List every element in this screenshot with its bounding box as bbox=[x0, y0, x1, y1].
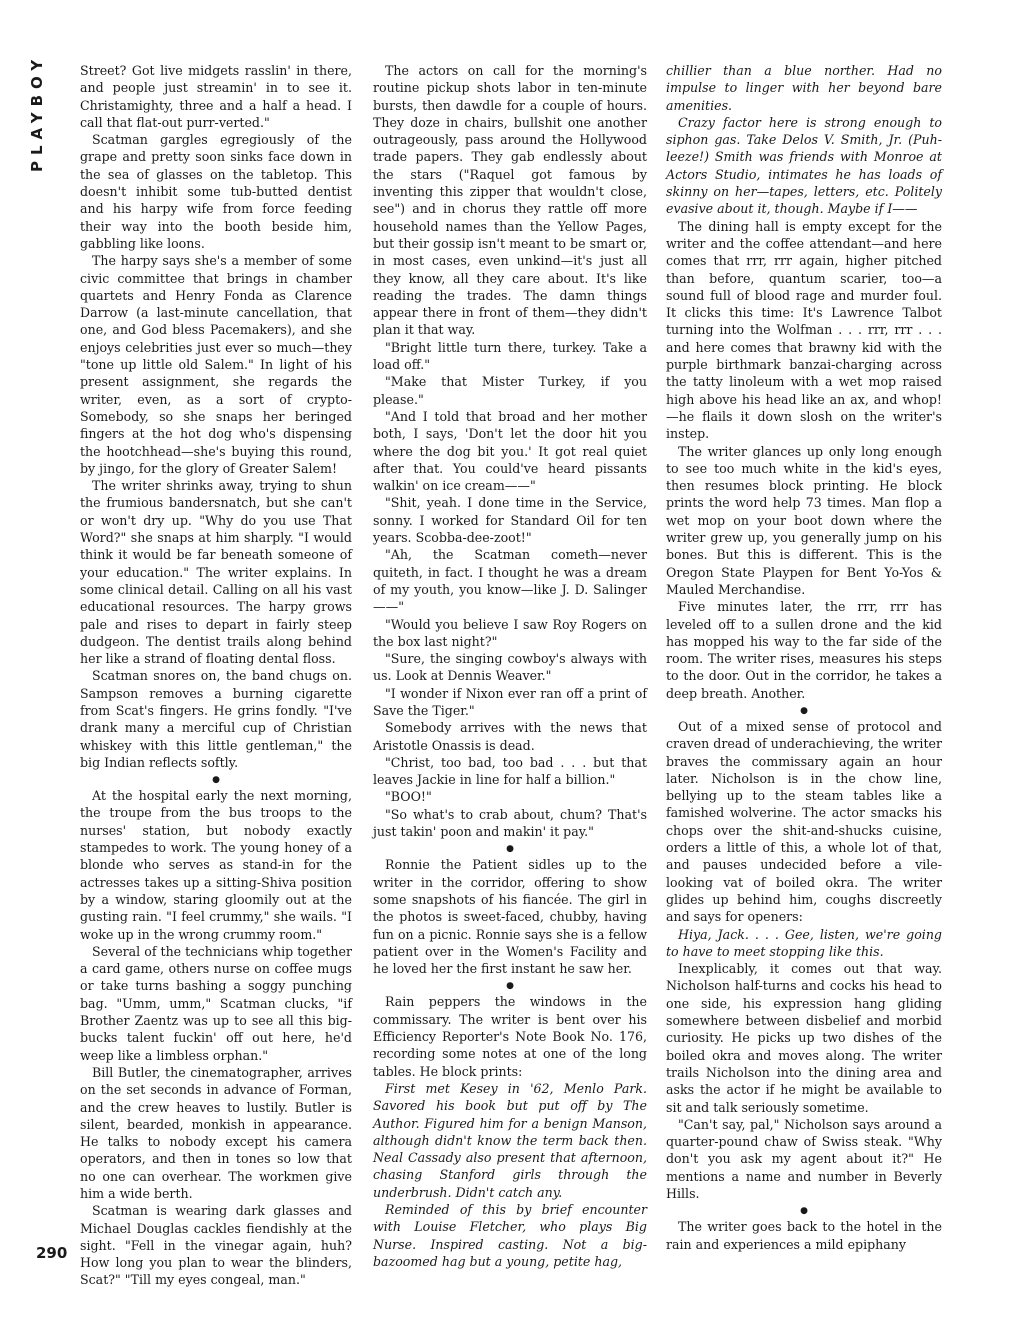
paragraph: The writer glances up only long enough to see too much white in the kid's eyes, then resumes block printing. He block prints the word help 73 times. Man flop a wet mop on your boot down where the writer grew up, you generally jump on his bones. But this is different. This is the Oregon State Playpen for Bent Yo-Yos & Mauled Merchandise. bbox=[666, 443, 942, 597]
italic-notebook-entry: Reminded of this by brief encounter with Louise Fletcher, who plays Big Nurse. Inspired casting. Not a big-bazoomed hag but a young, petite hag, bbox=[373, 1202, 647, 1269]
dialogue-line: "Shit, yeah. I done time in the Service, sonny. I worked for Standard Oil for ten years. Scobba-dee-zoot!" bbox=[373, 495, 647, 546]
text-column-1 bbox=[80, 62, 352, 1289]
dialogue-line: "Make that Mister Turkey, if you please." bbox=[373, 374, 647, 407]
paragraph: Five minutes later, the rrr, rrr has leveled off to a sullen drone and the kid has mopped his way to the far side of the room. The writer rises, measures his steps to the door. Out in the corridor, he takes a deep breath. Another. bbox=[666, 599, 942, 701]
text-column-2 bbox=[373, 62, 647, 1270]
magazine-running-head: PLAYBOY bbox=[28, 53, 46, 172]
italic-notebook-entry: First met Kesey in '62, Menlo Park. Savored his book but put off by The Author. Figured him for a benign Manson, although didn't know the term back then. Neal Cassady also present that afternoon, chasing Stanford girls through the underbrush. Didn't catch any. bbox=[373, 1080, 647, 1200]
paragraph: "Can't say, pal," Nicholson says around a quarter-pound chaw of Swiss steak. "Why don't you ask my agent about it?" He mentions a name and number in Beverly Hills. bbox=[666, 1116, 942, 1201]
paragraph: The dining hall is empty except for the writer and the coffee attendant—and here comes that rrr, rrr again, higher pitched than before, quantum scarier, too—a sound full of blood rage and murder foul. It clicks this time: It's Lawrence Talbot turning into the Wolfman . . . rrr, rrr . . . and here comes that brawny kid with the purple birthmark banzai-charging across the tatty linoleum with a wet mop raised high above his head like an ax, and whop!—he flails it down slosh on the writer's instep. bbox=[666, 218, 942, 442]
italic-notebook-entry: chillier than a blue norther. Had no impulse to linger with her beyond bare amenities. bbox=[666, 63, 942, 113]
paragraph: Scatman gargles egregiously of the grape and pretty soon sinks face down in the sea of glasses on the tabletop. This doesn't inhibit some tub-butted dentist and his harpy wife from force feeding their way into the booth beside him, gabbling like loons. bbox=[80, 132, 352, 251]
section-break-bullet bbox=[373, 979, 647, 993]
dialogue-line: "Bright little turn there, turkey. Take a load off." bbox=[373, 339, 647, 373]
paragraph: The writer goes back to the hotel in the rain and experiences a mild epiphany bbox=[666, 1219, 942, 1252]
dialogue-line: "Would you believe I saw Roy Rogers on the box last night?" bbox=[373, 616, 647, 649]
dialogue-line: "So what's to crab about, chum? That's just takin' poon and makin' it pay." bbox=[373, 806, 647, 840]
section-break-bullet bbox=[80, 773, 352, 787]
paragraph: Inexplicably, it comes out that way. Nicholson half-turns and cocks his head to one side, his expression hang gliding somewhere between disbelief and morbid curiosity. He picks up two dishes of the boiled okra and moves along. The writer trails Nicholson into the dining area and asks the actor if he might be available to sit and talk seriously sometime. bbox=[666, 961, 942, 1115]
dialogue-line: "I wonder if Nixon ever ran off a print of Save the Tiger." bbox=[373, 685, 647, 718]
italic-spoken-line: Hiya, Jack. . . . Gee, listen, we're going to have to meet stopping like this. bbox=[666, 926, 942, 959]
paragraph: Several of the technicians whip together a card game, others nurse on coffee mugs or take turns bashing a soggy punching bag. "Umm, umm," Scatman clucks, "if Brother Zaentz was up to see all this big-bucks talent fuckin' off out here, he'd weep like a limbless orphan." bbox=[80, 943, 352, 1063]
dialogue-line: "And I told that broad and her mother both, I says, 'Don't let the door hit you where the dog bit you.' It got real quiet after that. You could've heard pissants walkin' on ice cream——" bbox=[373, 408, 647, 494]
dialogue-line: "Ah, the Scatman cometh—never quiteth, in fact. I thought he was a dream of my youth, you know—like J. D. Salinger——" bbox=[373, 547, 647, 615]
paragraph: At the hospital early the next morning, the troupe from the bus troops to the nurses' station, but nobody exactly stampedes to work. The young honey of a blonde who serves as stand-in for the actresses takes up a sitting-Shiva position by a window, staring gloomily out at the gusting rain. "I feel crummy," she wails. "I woke up in the wrong crummy room." bbox=[80, 788, 352, 942]
paragraph: Somebody arrives with the news that Aristotle Onassis is dead. bbox=[373, 720, 647, 753]
dialogue-line: "Sure, the singing cowboy's always with us. Look at Dennis Weaver." bbox=[373, 651, 647, 684]
paragraph: Out of a mixed sense of protocol and craven dread of underachieving, the writer braves the commissary again an hour later. Nicholson is in the chow line, bellying up to the steam tables like a famished wolverine. The actor smacks his chops over the shit-and-shucks cuisine, orders a little of this, a whole lot of that, and pauses undecided before a vile-looking vat of boiled okra. The writer glides up behind him, coughs discreetly and says for openers: bbox=[666, 718, 942, 925]
section-break-bullet bbox=[666, 1204, 942, 1218]
paragraph: The actors on call for the morning's routine pickup shots labor in ten-minute bursts, then dawdle for a couple of hours. They doze in chairs, bullshit one another outrageously, pass around the Hollywood trade papers. They gab endlessly about the stars ("Raquel got famous by inventing this zipper that wouldn't close, see") and in chorus they rattle off more household names than the Yellow Pages, but their gossip isn't meant to be smart or, in most cases, even unkind—it's just all they know, all they care about. It's like reading the trades. The damn things appear there in front of them—they didn't plan it that way. bbox=[373, 63, 647, 338]
paragraph: Street? Got live midgets rasslin' in there, and people just streamin' in to see it. Christamighty, three and a half a head. I call that flat-out purr-verted." bbox=[80, 63, 352, 130]
paragraph: Scatman is wearing dark glasses and Michael Douglas cackles fiendishly at the sight. "Fell in the vinegar again, huh? How long you plan to wear the blinders, Scat?" "Till my eyes congeal, man." bbox=[80, 1203, 352, 1288]
paragraph: Bill Butler, the cinematographer, arrives on the set seconds in advance of Forman, and the crew heaves to lustily. Butler is silent, bearded, monkish in appearance. He talks to nobody except his camera operators, and then in tones so low that no one can overhear. The workmen give him a wide berth. bbox=[80, 1064, 352, 1201]
paragraph: The harpy says she's a member of some civic committee that brings in chamber quartets and Henry Fonda as Clarence Darrow (a last-minute cancellation, that one, and God bless Pacemakers), and she enjoys celebrities just ever so much—they "tone up little old Salem." In light of his present assignment, she regards the writer, even, as a sort of crypto-Somebody, so she snaps her beringed fingers at the hot dog who's dispensing the hootchhead—she's buying this round, by jingo, for the glory of Greater Salem! bbox=[80, 253, 352, 476]
dialogue-line: "BOO!" bbox=[385, 789, 432, 805]
section-break-bullet bbox=[373, 842, 647, 856]
paragraph: The writer shrinks away, trying to shun the frumious bandersnatch, but she can't or won't dry up. "Why do you use That Word?" she snaps at him sharply. "I would think it would be far beneath someone of your education." The writer explains. In some clinical detail. Calling on all his vast educational resources. The harpy grows pale and rises to depart in fairly steep dudgeon. The dentist trails along behind her like a strand of floating dental floss. bbox=[80, 478, 352, 667]
paragraph: Scatman snores on, the band chugs on. Sampson removes a burning cigarette from Scat's fingers. He grins fondly. "I've drank many a merciful cup of Christian whiskey with this little gentleman," the big Indian reflects softly. bbox=[80, 668, 352, 770]
italic-notebook-entry: Crazy factor here is strong enough to siphon gas. Take Delos V. Smith, Jr. (Puh-leeze!) Smith was friends with Monroe at Actors Studio, intimates he has loads of skinny on her—tapes, letters, etc. Politely evasive about it, though. Maybe if I—— bbox=[666, 114, 942, 217]
paragraph: Rain peppers the windows in the commissary. The writer is bent over his Efficiency Reporter's Note Book No. 176, recording some notes at one of the long tables. He block prints: bbox=[373, 994, 647, 1079]
dialogue-line: "Christ, too bad, too bad . . . but that leaves Jackie in line for half a billion." bbox=[373, 754, 647, 788]
page-number: 290 bbox=[36, 1244, 68, 1262]
paragraph: Ronnie the Patient sidles up to the writer in the corridor, offering to show some snapshots of his fiancée. The girl in the photos is sweet-faced, chubby, having fun on a picnic. Ronnie says she is a fellow patient over in the Women's Facility and he loved her the first instant he saw her. bbox=[373, 857, 647, 977]
text-column-3 bbox=[666, 62, 942, 1253]
section-break-bullet bbox=[666, 704, 942, 718]
